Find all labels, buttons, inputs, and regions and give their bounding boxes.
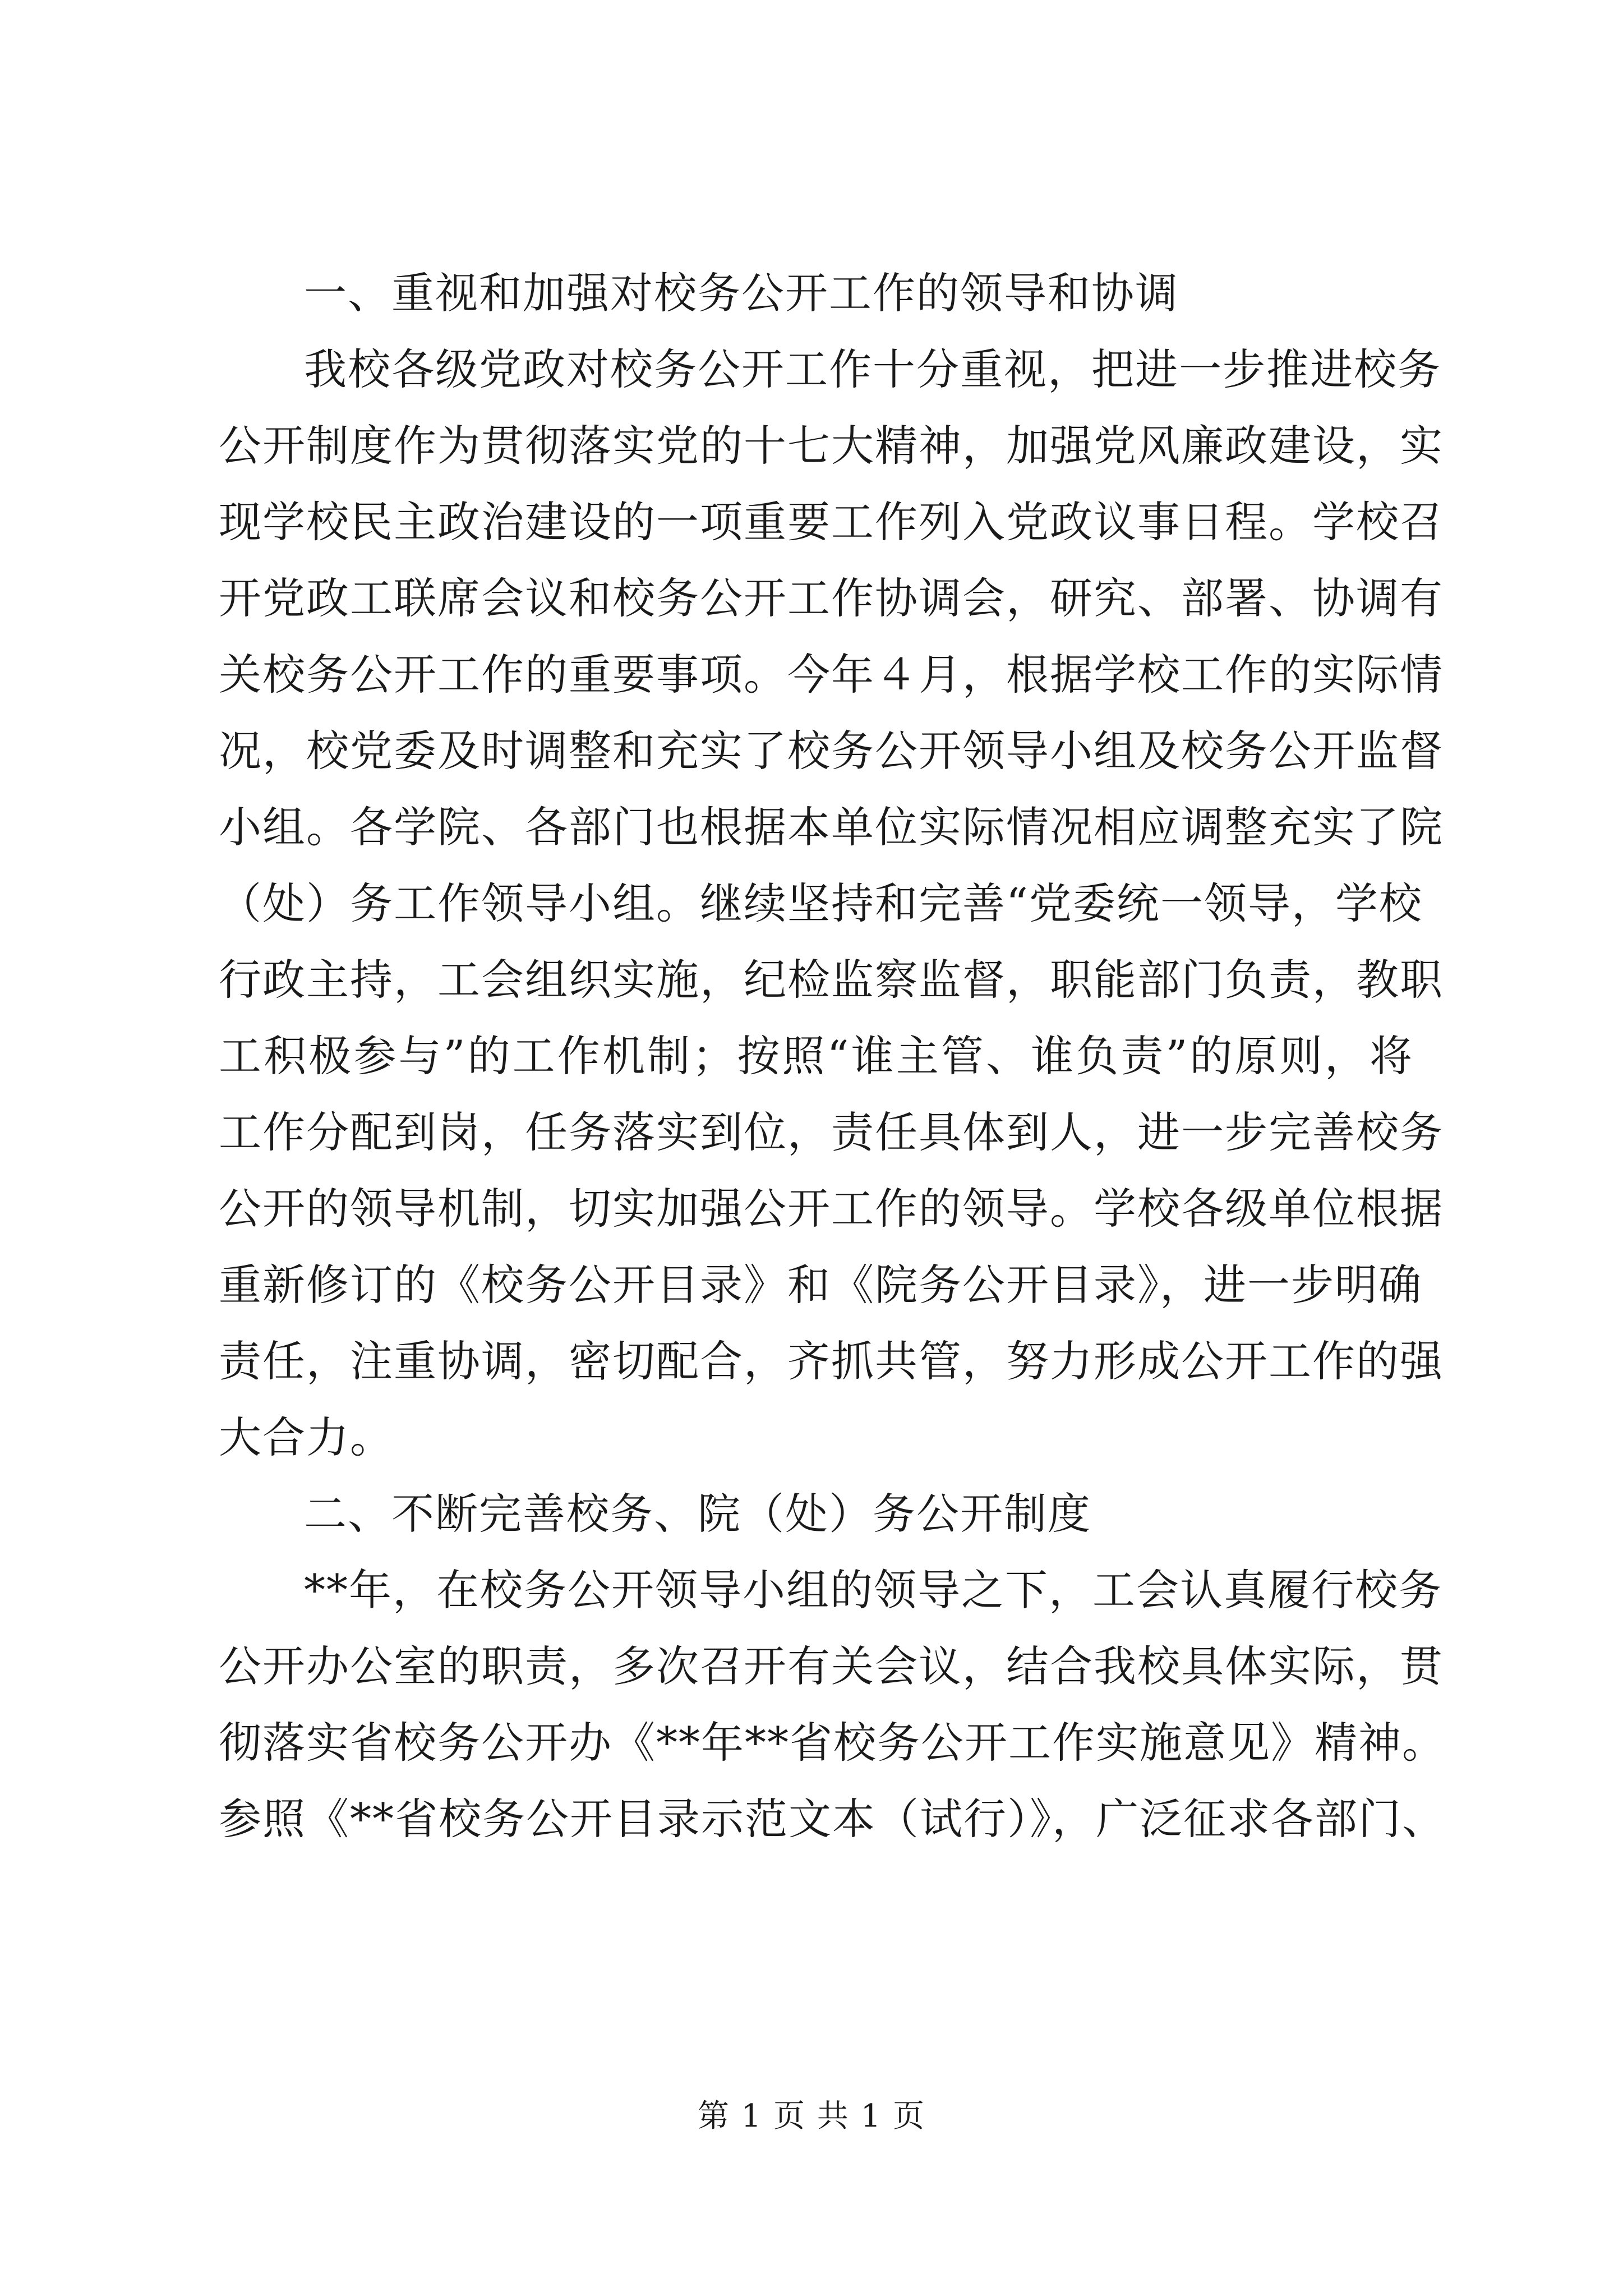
section-heading: 一、重视和加强对校务公开工作的领导和协调 [304, 268, 1179, 318]
paragraph-line: 重新修订的《校务公开目录》和《院务公开目录》，进一步明确 [219, 1260, 1422, 1310]
paragraph-line: 工积极参与”的工作机制；按照“谁主管、谁负责”的原则，将 [219, 1031, 1413, 1081]
paragraph-line: 责任，注重协调，密切配合，齐抓共管，努力形成公开工作的强 [219, 1336, 1444, 1386]
paragraph-line: 大合力。 [219, 1412, 394, 1462]
paragraph-line: 关校务公开工作的重要事项。今年４月，根据学校工作的实际情 [219, 650, 1444, 700]
paragraph-line: 行政主持，工会组织实施，纪检监察监督，职能部门负责，教职 [219, 955, 1444, 1005]
paragraph-line: 小组。各学院、各部门也根据本单位实际情况相应调整充实了院 [219, 802, 1444, 852]
section-heading: 二、不断完善校务、院（处）务公开制度 [304, 1489, 1091, 1539]
paragraph-line: 况，校党委及时调整和充实了校务公开领导小组及校务公开监督 [219, 726, 1444, 776]
paragraph-line: （处）务工作领导小组。继续坚持和完善“党委统一领导，学校 [219, 878, 1423, 928]
paragraph-line: 公开制度作为贯彻落实党的十七大精神，加强党风廉政建设，实 [219, 421, 1444, 471]
paragraph-line: 参照《**省校务公开目录示范文本（试行）》，广泛征求各部门、 [219, 1794, 1446, 1844]
document-body [219, 255, 1446, 1857]
paragraph-line: 彻落实省校务公开办《**年**省校务公开工作实施意见》精神。 [219, 1718, 1446, 1768]
paragraph-line: **年，在校务公开领导小组的领导之下，工会认真履行校务 [304, 1565, 1442, 1615]
paragraph-line: 公开的领导机制，切实加强公开工作的领导。学校各级单位根据 [219, 1184, 1444, 1234]
paragraph-line: 我校各级党政对校务公开工作十分重视，把进一步推进校务 [304, 344, 1441, 394]
paragraph-line: 公开办公室的职责，多次召开有关会议，结合我校具体实际，贯 [219, 1641, 1444, 1691]
paragraph-line: 开党政工联席会议和校务公开工作协调会，研究、部署、协调有 [219, 573, 1444, 623]
paragraph-line: 现学校民主政治建设的一项重要工作列入党政议事日程。学校召 [219, 497, 1444, 547]
paragraph-line: 工作分配到岗，任务落实到位，责任具体到人，进一步完善校务 [219, 1107, 1444, 1157]
page-footer: 第 1 页 共 1 页 [697, 2098, 926, 2134]
